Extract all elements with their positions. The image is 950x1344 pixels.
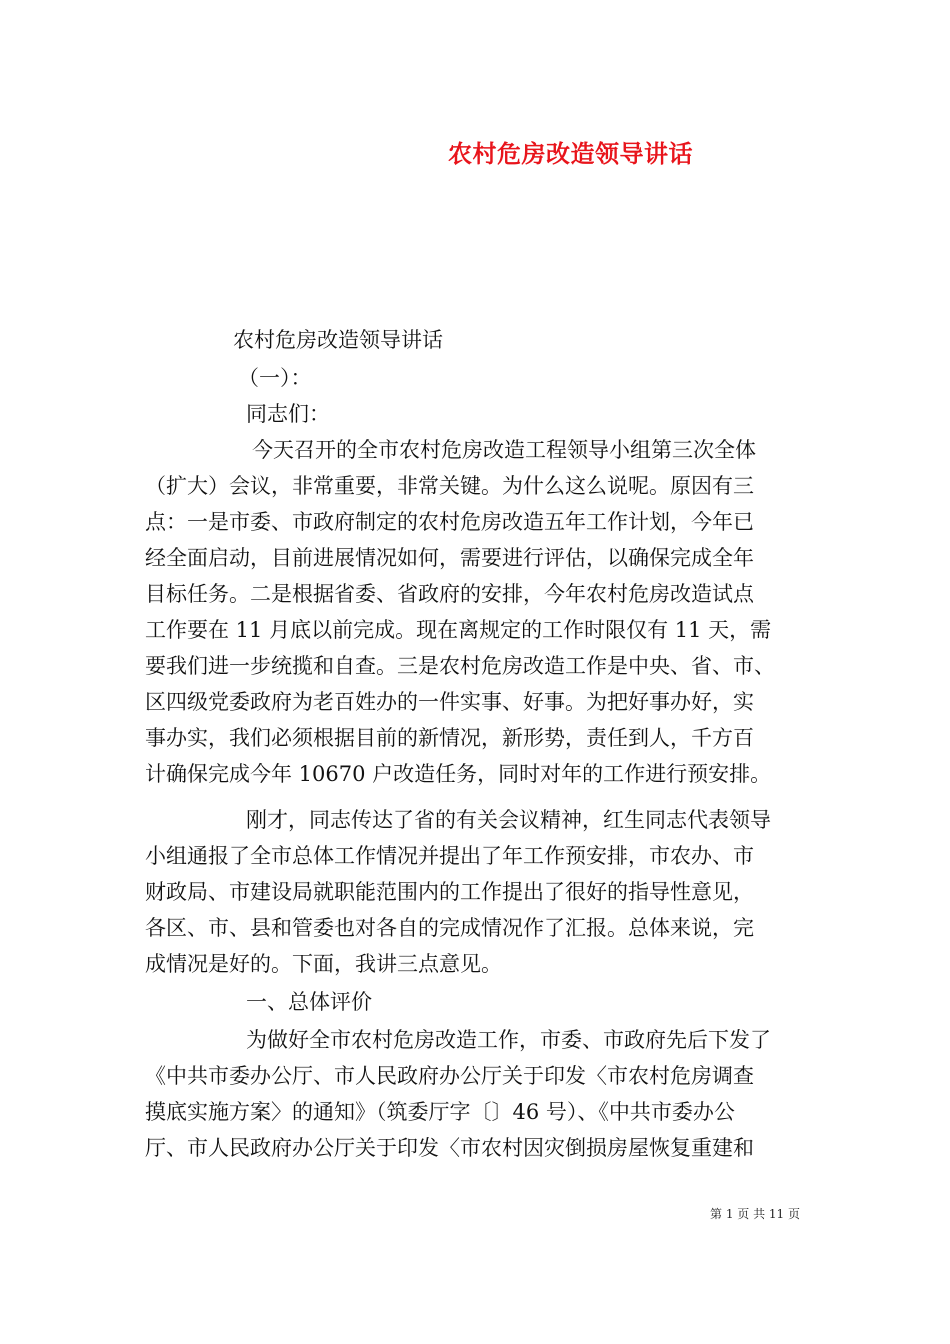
paragraph-2-line-2: 小组通报了全市总体工作情况并提出了年工作预安排，市农办、市 (145, 844, 754, 868)
paragraph-2-line-1: 刚才，同志传达了省的有关会议精神，红生同志代表领导 (246, 808, 771, 832)
paragraph-1-line-9: 事办实，我们必须根据目前的新情况，新形势，责任到人，千方百 (145, 726, 754, 750)
paragraph-1-line-5: 目标任务。二是根据省委、省政府的安排，今年农村危房改造试点 (145, 582, 754, 606)
paragraph-1-line-6: 工作要在 11 月底以前完成。现在离规定的工作时限仅有 11 天，需 (145, 618, 772, 642)
page-number: 第 1 页 共 11 页 (710, 1207, 800, 1221)
paragraph-3-line-2: 《中共市委办公厅、市人民政府办公厅关于印发〈市农村危房调查 (145, 1064, 754, 1088)
paragraph-3-line-3: 摸底实施方案〉的通知》（筑委厅字〔〕46 号）、《中共市委办公 (145, 1100, 735, 1124)
paragraph-1-line-2: （扩大）会议，非常重要，非常关键。为什么这么说呢。原因有三 (145, 474, 754, 498)
paragraph-2-line-5: 成情况是好的。下面，我讲三点意见。 (145, 952, 502, 976)
document-title: 农村危房改造领导讲话 (448, 139, 693, 168)
paragraph-1-line-3: 点：一是市委、市政府制定的农村危房改造五年工作计划，今年已 (145, 510, 754, 534)
paragraph-2-line-4: 各区、市、县和管委也对各自的完成情况作了汇报。总体来说，完 (145, 916, 754, 940)
paragraph-1-line-10: 计确保完成今年 10670 户改造任务，同时对年的工作进行预安排。 (145, 762, 772, 786)
section-heading: 一、总体评价 (246, 990, 372, 1014)
paragraph-3-line-4: 厅、市人民政府办公厅关于印发〈市农村因灾倒损房屋恢复重建和 (145, 1136, 754, 1160)
body-line-subtitle: 农村危房改造领导讲话 (233, 328, 443, 352)
paragraph-1-line-7: 要我们进一步统揽和自查。三是农村危房改造工作是中央、省、市、 (145, 654, 775, 678)
paragraph-3-line-1: 为做好全市农村危房改造工作，市委、市政府先后下发了 (246, 1028, 771, 1052)
paragraph-1-line-1: 今天召开的全市农村危房改造工程领导小组第三次全体 (252, 438, 756, 462)
body-line-salutation: 同志们： (246, 402, 330, 426)
paragraph-2-line-3: 财政局、市建设局就职能范围内的工作提出了很好的指导性意见， (145, 880, 754, 904)
paragraph-1-line-8: 区四级党委政府为老百姓办的一件实事、好事。为把好事办好，实 (145, 690, 754, 714)
paragraph-1-line-4: 经全面启动，目前进展情况如何，需要进行评估，以确保完成全年 (145, 546, 754, 570)
body-line-section-label: （一）： (238, 366, 312, 390)
